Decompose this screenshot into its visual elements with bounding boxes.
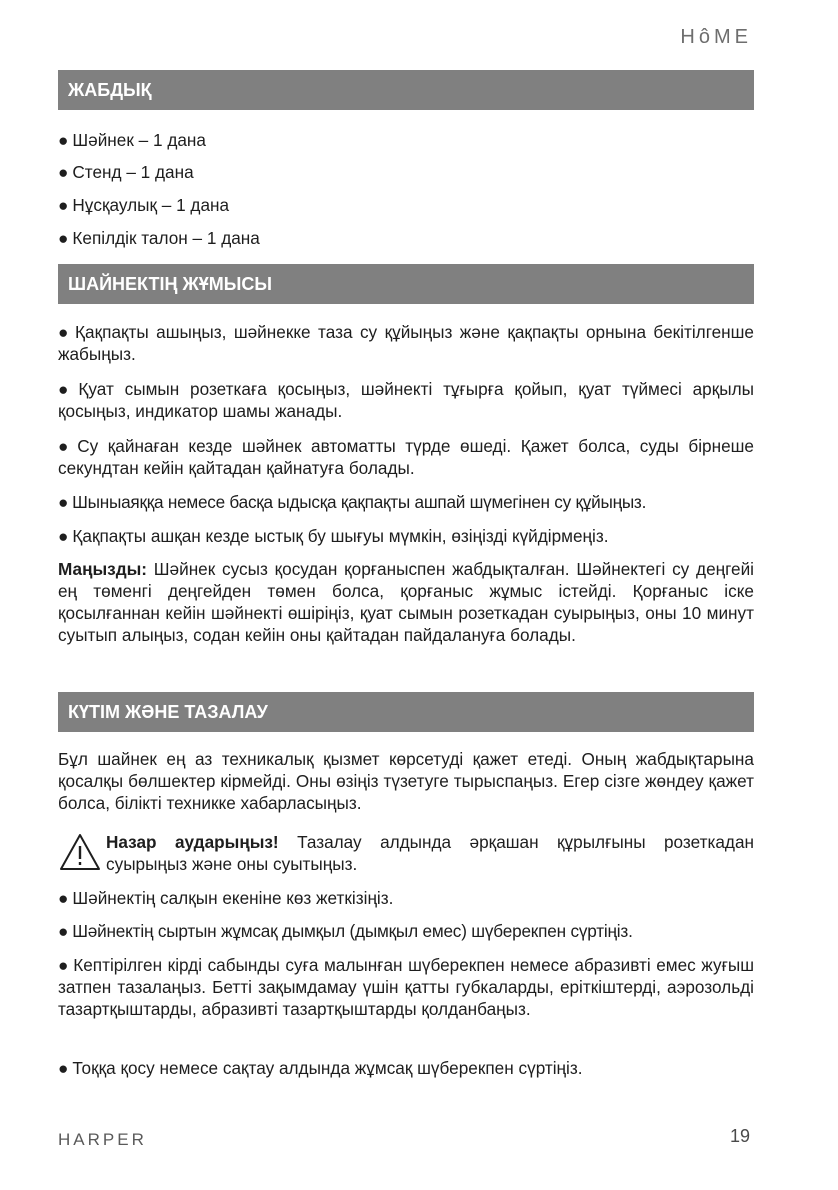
important-label: Маңызды:	[58, 559, 148, 579]
page-number: 19	[729, 1126, 750, 1146]
list-item: ● Кептірілген кірді сабынды суға малынған шүберекпен немесе абразивті емес жуғыш затпен тазалаңыз. Бетті зақымдамау үшін қатты губкаларды, еріткіштерді, аэрозольді тазартқыштарды, абразивті тазартқыштарды қолданбаңыз.	[58, 955, 754, 1019]
section-header-operation: ШАЙНЕКТІҢ ЖҰМЫСЫ	[58, 264, 754, 304]
bullet-icon: ●	[58, 1058, 69, 1078]
list-item: ● Қақпақты ашыңыз, шәйнекке таза су құйыңыз және қақпақты орнына бекітілгенше жабыңыз.	[58, 322, 754, 364]
list-item: ● Су қайнаған кезде шәйнек автоматты түрде өшеді. Қажет болса, суды бірнеше секундтан кейін қайтадан қайнатуға болады.	[58, 436, 754, 478]
warning-note: Назар аударыңыз! Тазалау алдында әрқашан құрылғыны розеткадан суырыңыз және оны суытыңыз.	[106, 832, 755, 874]
bullet-icon: ●	[58, 379, 75, 399]
list-item: ● Шәйнектің салқын екеніне көз жеткізіңіз.	[58, 888, 394, 908]
list-item: ● Стенд – 1 дана	[58, 162, 194, 182]
bullet-icon: ●	[58, 888, 69, 908]
list-item: ● Нұсқаулық – 1 дана	[58, 195, 230, 215]
list-item: ● Шәйнектің сыртын жұмсақ дымқыл (дымқыл емес) шүберекпен сүртіңіз.	[58, 921, 633, 941]
bullet-icon: ●	[58, 921, 69, 941]
list-item: ● Қақпақты ашқан кезде ыстық бу шығуы мүмкін, өзіңізді күйдірмеңіз.	[58, 526, 609, 546]
bullet-icon: ●	[58, 195, 69, 215]
list-item: ● Қуат сымын розеткаға қосыңыз, шәйнекті тұғырға қойып, қуат түймесі арқылы қосыңыз, индикатор шамы жанады.	[58, 379, 754, 421]
list-item: ● Шыныаяққа немесе басқа ыдысқа қақпақты ашпай шүмегінен су құйыңыз.	[58, 492, 647, 512]
important-note: Маңызды: Шәйнек сусыз қосудан қорғаныспен жабдықталған. Шәйнектегі су деңгейі ең төменгі деңгейден төмен болса, қорғаныс жұмыс істейді. Қорғаныс іске қосылғаннан кейін шәйнекті өшіріңіз, қуат сымын розеткадан суырыңыз, оны 10 минут суытып алыңыз, содан кейін оны қайтадан пайдалануға болады.	[58, 559, 754, 645]
warning-triangle-icon	[58, 832, 102, 872]
list-item: ● Шәйнек – 1 дана	[58, 130, 206, 150]
section-header-equipment: ЖАБДЫҚ	[58, 70, 754, 110]
section-header-care: КҮТІМ ЖӘНЕ ТАЗАЛАУ	[58, 692, 754, 732]
bullet-icon: ●	[58, 526, 69, 546]
bullet-icon: ●	[58, 955, 70, 975]
list-item: ● Тоққа қосу немесе сақтау алдында жұмсақ шүберекпен сүртіңіз.	[58, 1058, 583, 1078]
bullet-icon: ●	[58, 492, 69, 512]
warning-label: Назар аударыңыз!	[106, 832, 279, 852]
bullet-icon: ●	[58, 162, 69, 182]
harper-logo: HARPER	[58, 1130, 147, 1149]
bullet-icon: ●	[58, 228, 69, 248]
list-item: ● Кепілдік талон – 1 дана	[58, 228, 260, 248]
bullet-icon: ●	[58, 130, 69, 150]
bullet-icon: ●	[58, 436, 74, 456]
home-logo: HôME	[680, 26, 752, 48]
bullet-icon: ●	[58, 322, 72, 342]
care-intro: Бұл шайнек ең аз техникалық қызмет көрсетуді қажет етеді. Оның жабдықтарына қосалқы бөлшектер кірмейді. Оны өзіңіз түзетуге тырыспаңыз. Егер сізге жөндеу қажет болса, білікті техникке хабарласыңыз.	[58, 749, 754, 813]
